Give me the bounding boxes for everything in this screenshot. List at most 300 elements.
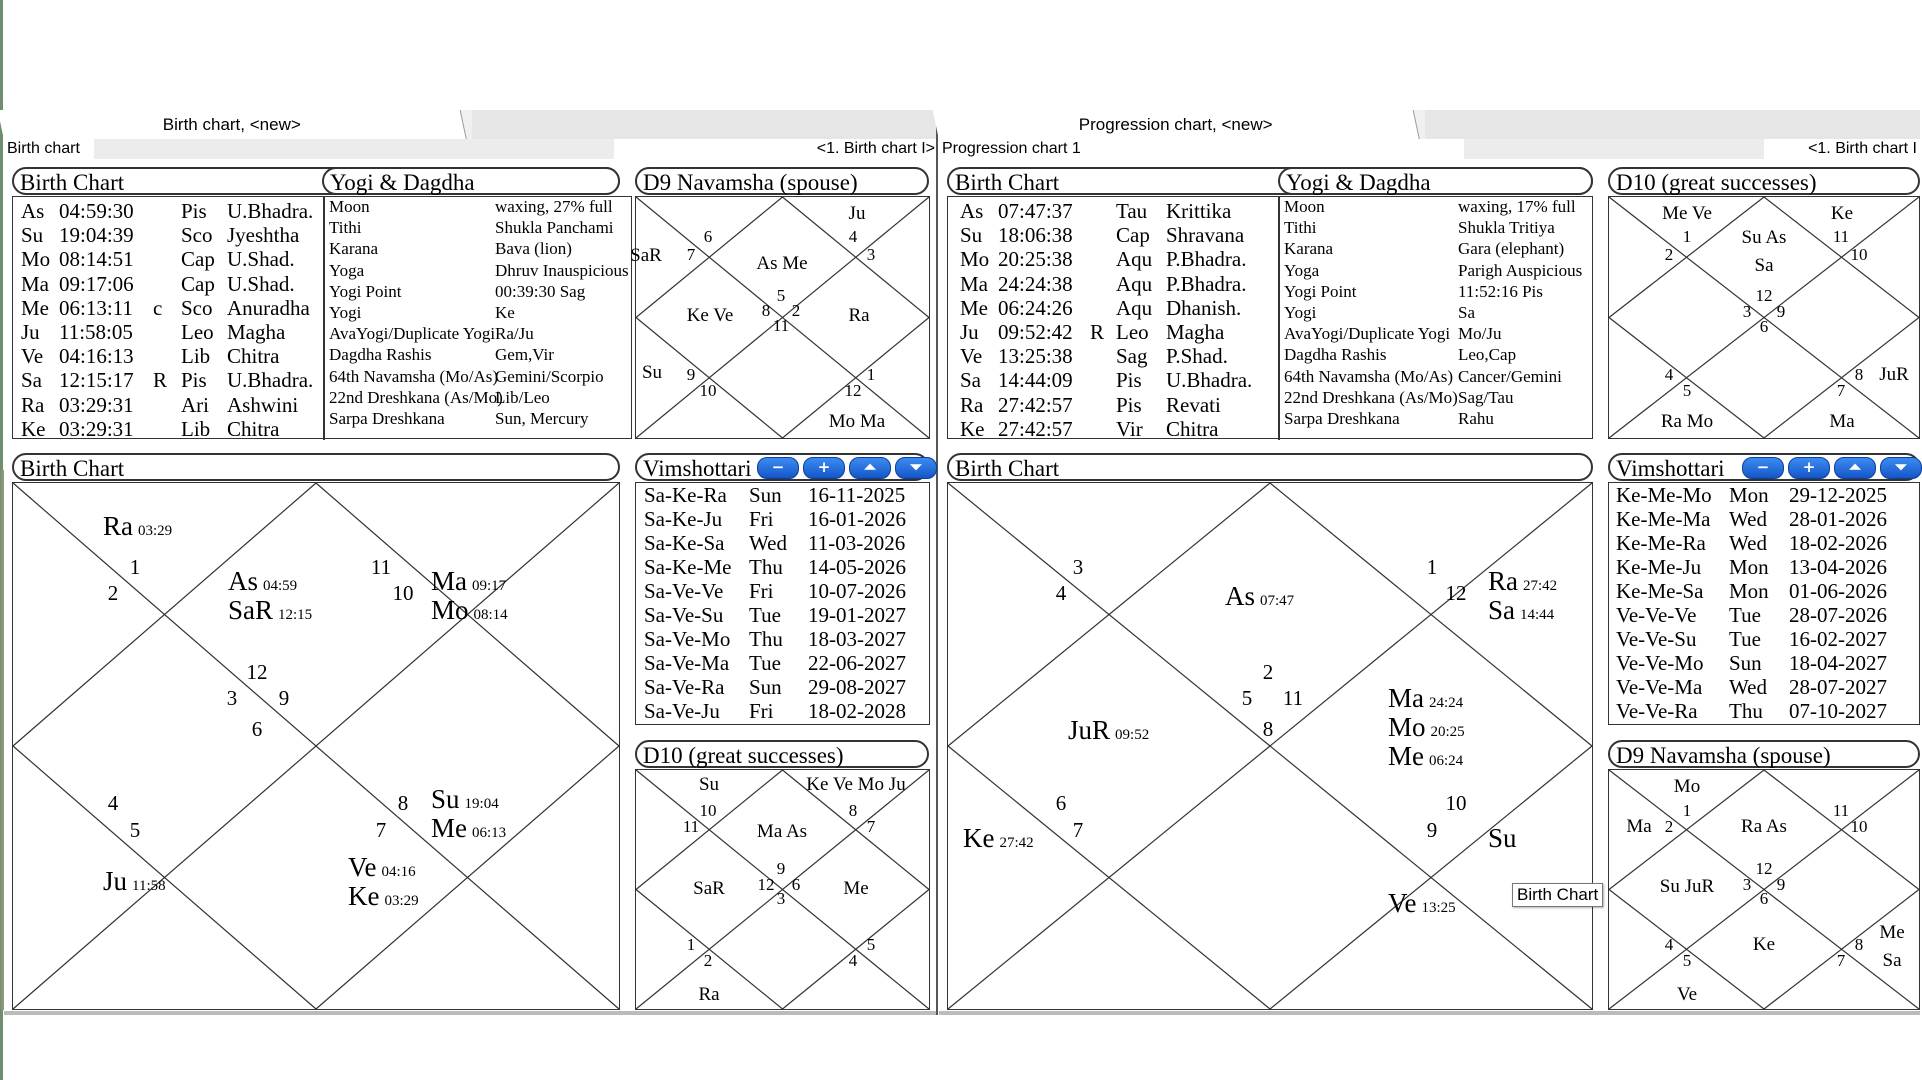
left-planet-table (12, 196, 632, 439)
yogi-value: 11:52:16 Pis (1458, 281, 1543, 301)
dasha-row[interactable] (636, 675, 946, 699)
chart-planet: Me (1879, 922, 1905, 943)
dasha-period: Sa-Ke-Me (644, 555, 732, 579)
yogi-value: 00:39:30 Sag (495, 281, 586, 301)
planet-name: As (21, 199, 45, 223)
left-d10-chart (635, 769, 930, 1010)
chart-planet[interactable]: Ve 04:16 (348, 852, 416, 882)
planet-sign: Vir (1116, 416, 1143, 441)
yogi-value: Gem,Vir (495, 345, 554, 365)
planet-name: Ve (960, 344, 983, 369)
dasha-period: Ve-Ve-Su (1616, 627, 1697, 651)
planet-row (13, 296, 323, 320)
planet-degree: 18:06:38 (998, 223, 1073, 248)
house-number: 12 (1755, 859, 1773, 878)
planet-nakshatra: P.Shad. (1166, 344, 1228, 369)
left-planet-table-header: Birth Chart (12, 167, 620, 195)
tabstrip-empty-right (1425, 110, 1920, 140)
yogi-key: Yogi Point (1284, 281, 1357, 301)
left-chart-selector[interactable]: <1. Birth chart I> (816, 140, 935, 157)
house-number: 1 (129, 555, 141, 579)
yogi-value: Gara (elephant) (1458, 239, 1565, 259)
right-main-chart-header: Birth Chart (947, 453, 1593, 481)
chart-planet: Me Ve (1662, 203, 1712, 224)
right-dasha-nav (1742, 457, 1922, 479)
house-number: 2 (1664, 245, 1674, 264)
left-tabstrip (4, 110, 938, 140)
planet-degree: 04:59:30 (59, 199, 134, 223)
dasha-row[interactable] (636, 627, 946, 651)
yogi-value: Sag/Tau (1458, 387, 1514, 407)
right-yogi-header: Yogi & Dagdha (1278, 167, 1593, 195)
planet-name: Su (21, 223, 44, 248)
dasha-date: 07-10-2027 (1789, 699, 1887, 723)
dasha-day: Mon (1729, 483, 1769, 507)
planet-sign: Aqu (1116, 295, 1153, 320)
planet-sign: Cap (1116, 223, 1150, 248)
planet-nakshatra: Jyeshtha (227, 223, 300, 248)
chart-planet: Sa (1754, 255, 1774, 276)
dasha-row[interactable] (1609, 483, 1919, 507)
planet-sign: Sag (1116, 344, 1148, 369)
right-d9-header: D9 Navamsha (spouse) (1608, 740, 1920, 768)
dasha-date: 16-02-2027 (1789, 627, 1887, 651)
dasha-row[interactable] (636, 555, 946, 579)
yogi-value: Rahu (1458, 409, 1494, 428)
planet-nakshatra: Magha (227, 320, 286, 344)
expand-button[interactable]: + (803, 457, 845, 479)
house-number: 12 (1755, 286, 1773, 305)
dasha-row[interactable] (1609, 579, 1919, 603)
chart-planet: Mo Ma (828, 411, 886, 432)
dasha-row[interactable] (636, 699, 946, 723)
yogi-key: Tithi (329, 218, 362, 238)
dasha-day: Mon (1729, 579, 1769, 603)
chart-planet: Ra Mo (1660, 411, 1714, 432)
planet-degree: 09:17:06 (59, 271, 134, 296)
dasha-row[interactable] (636, 603, 946, 627)
planet-degree: 24:24:38 (998, 271, 1073, 296)
planet-retro: c (153, 295, 163, 320)
planet-row (13, 393, 323, 417)
dasha-date: 28-07-2027 (1789, 675, 1887, 699)
yogi-value: waxing, 17% full (1458, 197, 1576, 216)
chart-planet[interactable]: Ra 27:42 (1488, 566, 1558, 596)
dasha-day: Wed (749, 531, 787, 555)
dasha-period: Sa-Ve-Ju (644, 699, 720, 723)
yogi-key: AvaYogi/Duplicate Yogi (329, 324, 496, 344)
house-number: 2 (1664, 817, 1674, 836)
dasha-row[interactable] (1609, 531, 1919, 555)
right-d9-svg (1609, 770, 1919, 1009)
yogi-key: Karana (329, 239, 379, 259)
chart-planet[interactable]: SaR 12:15 (228, 595, 313, 625)
yogi-row (1280, 388, 1600, 409)
yogi-row (325, 261, 645, 282)
house-number: 7 (375, 818, 387, 842)
planet-sign: Lib (181, 416, 211, 441)
dasha-row[interactable] (636, 507, 946, 531)
yogi-key: Moon (1284, 197, 1325, 216)
planet-row (948, 247, 1278, 271)
right-d9-chart (1608, 769, 1920, 1010)
chart-planet: Ve (1676, 984, 1698, 1005)
house-number: 8 (1854, 365, 1864, 384)
dasha-day: Mon (1729, 555, 1769, 579)
planet-name: As (960, 199, 984, 223)
dasha-date: 13-04-2026 (1789, 555, 1887, 579)
yogi-key: Tithi (1284, 218, 1317, 238)
house-number: 7 (1836, 381, 1846, 400)
planet-nakshatra: Shravana (1166, 223, 1245, 248)
planet-nakshatra: Chitra (1166, 416, 1219, 441)
chart-planet[interactable]: Ke 27:42 (963, 823, 1034, 853)
planet-name: Ra (960, 392, 984, 417)
planet-degree: 06:24:26 (998, 295, 1073, 320)
right-planet-table-header: Birth Chart (947, 167, 1593, 195)
house-number: 10 (1850, 245, 1868, 264)
dasha-period: Ke-Me-Sa (1616, 579, 1704, 603)
planet-name: Ju (960, 320, 979, 344)
planet-row (948, 296, 1278, 320)
right-main-svg (948, 483, 1592, 1009)
yogi-row (1280, 261, 1600, 282)
dasha-day: Tue (749, 651, 781, 675)
scroll-down-button[interactable]: ⏷ (895, 457, 937, 479)
chart-planet: Su (641, 362, 663, 383)
tab-birth-chart[interactable]: Birth chart, <new> (0, 110, 467, 140)
left-bottom-edge (4, 1011, 936, 1015)
dasha-date: 11-03-2026 (808, 531, 906, 555)
house-number: 9 (1426, 818, 1438, 842)
chart-planet[interactable]: Ke 03:29 (348, 881, 419, 911)
chart-planet[interactable]: As 04:59 (228, 566, 298, 596)
chart-planet[interactable]: Sa 14:44 (1488, 595, 1555, 625)
dasha-period: Ve-Ve-Mo (1616, 651, 1704, 675)
dasha-row[interactable] (636, 651, 946, 675)
right-subbar-title: Progression chart 1 (942, 140, 1081, 157)
dasha-date: 18-03-2027 (808, 627, 906, 651)
right-main-chart (947, 482, 1593, 1010)
planet-degree: 04:16:13 (59, 344, 134, 369)
planet-nakshatra: Chitra (227, 344, 280, 369)
planet-sign: Sco (181, 295, 213, 320)
house-number: 5 (1241, 686, 1253, 710)
yogi-row (325, 239, 645, 260)
house-number: 11 (682, 817, 700, 836)
planet-nakshatra: U.Shad. (227, 271, 295, 296)
yogi-row (325, 282, 645, 303)
planet-row (13, 199, 323, 223)
left-d9-svg (630, 197, 929, 438)
dasha-period: Ve-Ve-Ra (1616, 699, 1698, 723)
house-number: 11 (772, 316, 790, 335)
dasha-day: Wed (1729, 507, 1767, 531)
yogi-key: Yogi (1284, 303, 1317, 322)
dasha-day: Sun (1729, 651, 1762, 675)
planet-sign: Aqu (1116, 247, 1153, 272)
planet-nakshatra: Revati (1166, 392, 1221, 417)
house-number: 8 (1262, 717, 1274, 741)
chart-planet[interactable]: Ma 24:24 (1388, 683, 1464, 713)
chart-tooltip: Birth Chart (1512, 883, 1603, 907)
house-number: 9 (686, 365, 696, 384)
chart-planet: Ma (1626, 816, 1652, 837)
expand-button[interactable]: + (1788, 457, 1830, 479)
dasha-period: Ke-Me-Ju (1616, 555, 1702, 579)
planet-name: Me (960, 295, 988, 320)
planet-row (948, 199, 1278, 223)
yogi-row (1280, 197, 1600, 218)
house-number: 4 (848, 951, 858, 970)
dasha-day: Wed (1729, 531, 1767, 555)
planet-sign: Tau (1116, 199, 1148, 223)
yogi-row (325, 409, 645, 430)
planet-retro: R (1090, 320, 1105, 344)
left-main-chart (12, 482, 620, 1010)
house-number: 3 (1072, 555, 1084, 579)
planet-row (948, 393, 1278, 417)
house-number: 6 (1055, 791, 1067, 815)
chart-planet[interactable]: Mo 20:25 (1388, 712, 1465, 742)
dasha-row[interactable] (1609, 675, 1919, 699)
house-number: 2 (791, 301, 801, 320)
left-d9-chart (630, 196, 930, 439)
chart-planet: Ke Ve (686, 305, 734, 326)
planet-degree: 03:29:31 (59, 392, 134, 417)
scroll-up-button[interactable]: ⏶ (1834, 457, 1876, 479)
dasha-date: 18-04-2027 (1789, 651, 1887, 675)
yogi-key: Yogi Point (329, 281, 402, 301)
chart-planet: Ke (1830, 203, 1854, 224)
collapse-button[interactable]: − (1742, 457, 1784, 479)
right-dasha-header: Vimshottari (1608, 453, 1920, 481)
dasha-date: 19-01-2027 (808, 603, 906, 627)
dasha-date: 29-12-2025 (1789, 483, 1887, 507)
planet-name: Sa (21, 368, 42, 393)
chart-planet[interactable]: Mo 08:14 (431, 595, 508, 625)
yogi-key: 64th Navamsha (Mo/As) (329, 366, 499, 386)
house-number: 11 (1832, 227, 1850, 246)
chart-planet: Ma As (756, 821, 808, 842)
house-number: 12 (1445, 581, 1467, 605)
planet-name: Su (960, 223, 983, 248)
dasha-day: Sun (749, 483, 782, 507)
chart-planet: Sa (1882, 950, 1902, 971)
house-number: 6 (703, 227, 713, 246)
chart-planet[interactable]: As 07:47 (1225, 581, 1295, 611)
yogi-value: Ra/Ju (495, 324, 534, 344)
yogi-value: Cancer/Gemini (1458, 366, 1562, 386)
planet-degree: 19:04:39 (59, 223, 134, 248)
tab-progression-chart[interactable]: Progression chart, <new> (933, 110, 1420, 140)
dasha-date: 01-06-2026 (1789, 579, 1887, 603)
yogi-row (1280, 239, 1600, 260)
planet-degree: 14:44:09 (998, 368, 1073, 393)
planet-degree: 08:14:51 (59, 247, 134, 272)
dasha-date: 29-08-2027 (808, 675, 906, 699)
dasha-row[interactable] (1609, 627, 1919, 651)
chart-planet: JuR (1879, 364, 1909, 385)
planet-sign: Pis (1116, 392, 1142, 417)
house-number: 8 (397, 791, 409, 815)
planet-row (13, 320, 323, 344)
dasha-date: 16-11-2025 (808, 483, 906, 507)
house-number: 1 (1426, 555, 1438, 579)
left-dasha-table (635, 482, 930, 725)
dasha-day: Thu (749, 627, 783, 651)
dasha-row[interactable] (1609, 507, 1919, 531)
planet-sign: Lib (181, 344, 211, 369)
planet-name: Ke (21, 416, 46, 441)
scroll-up-button[interactable]: ⏶ (849, 457, 891, 479)
planet-name: Ke (960, 416, 985, 441)
dasha-day: Sun (749, 675, 782, 699)
yogi-key: Sarpa Dreshkana (329, 409, 445, 428)
chart-planet: SaR (693, 878, 725, 899)
collapse-button[interactable]: − (757, 457, 799, 479)
chart-planet[interactable]: JuR 09:52 (1068, 715, 1150, 745)
yogi-row (1280, 218, 1600, 239)
left-dasha-header: Vimshottari (635, 453, 929, 481)
planet-row (13, 417, 323, 441)
right-chart-selector[interactable]: <1. Birth chart I (1808, 140, 1917, 157)
planet-degree: 12:15:17 (59, 368, 134, 393)
dasha-row[interactable] (1609, 603, 1919, 627)
yogi-row (1280, 303, 1600, 324)
yogi-key: Dagdha Rashis (329, 345, 432, 365)
dasha-row[interactable] (1609, 699, 1919, 723)
house-number: 4 (1664, 365, 1674, 384)
scroll-down-button[interactable]: ⏷ (1880, 457, 1922, 479)
dasha-day: Fri (749, 507, 774, 531)
house-number: 3 (866, 245, 876, 264)
dasha-day: Tue (1729, 603, 1761, 627)
yogi-key: 64th Navamsha (Mo/As) (1284, 366, 1454, 386)
house-number: 6 (1759, 317, 1769, 336)
yogi-key: Karana (1284, 239, 1334, 259)
house-number: 5 (866, 935, 876, 954)
house-number: 10 (392, 581, 414, 605)
house-number: 10 (699, 801, 717, 820)
chart-planet: Su JuR (1659, 876, 1715, 897)
planet-name: Me (21, 295, 49, 320)
chart-planet[interactable]: Ma 09:17 (431, 566, 507, 596)
dasha-period: Sa-Ve-Ma (644, 651, 730, 675)
dasha-date: 22-06-2027 (808, 651, 906, 675)
house-number: 8 (1854, 935, 1864, 954)
planet-name: Ra (21, 392, 45, 417)
chart-planet[interactable]: Ju 11:58 (103, 866, 166, 896)
planet-sign: Leo (1116, 320, 1149, 344)
planet-name: Sa (960, 368, 981, 393)
dasha-date: 18-02-2028 (808, 699, 906, 723)
dasha-date: 10-07-2026 (808, 579, 906, 603)
planet-nakshatra: Dhanish. (1166, 295, 1242, 320)
house-number: 6 (791, 875, 801, 894)
house-number: 2 (1262, 660, 1274, 684)
planet-sign: Aqu (1116, 271, 1153, 296)
house-number: 9 (776, 859, 786, 878)
yogi-row (1280, 324, 1600, 345)
planet-nakshatra: U.Bhadra. (1166, 368, 1253, 393)
chart-planet[interactable]: Su (1488, 823, 1517, 853)
chart-planet: Su As (1741, 227, 1787, 248)
dasha-row[interactable] (1609, 555, 1919, 579)
yogi-row (325, 388, 645, 409)
house-number: 11 (370, 555, 392, 579)
dasha-day: Wed (1729, 675, 1767, 699)
chart-planet[interactable]: Su 19:04 (431, 784, 499, 814)
chart-planet[interactable]: Ve 13:25 (1388, 888, 1456, 918)
yogi-key: 22nd Dreshkana (As/Mo) (329, 387, 503, 407)
planet-degree: 06:13:11 (59, 295, 133, 320)
house-number: 4 (107, 791, 119, 815)
yogi-value: Ke (495, 303, 515, 322)
dasha-period: Sa-Ke-Ra (644, 483, 727, 507)
chart-planet[interactable]: Me 06:13 (431, 813, 507, 843)
planet-row (13, 344, 323, 368)
house-number: 5 (129, 818, 141, 842)
house-number: 2 (703, 951, 713, 970)
house-number: 9 (1776, 302, 1786, 321)
yogi-row (1280, 409, 1600, 430)
planet-row (948, 344, 1278, 368)
right-d10-header: D10 (great successes) (1608, 167, 1920, 195)
left-d9-header: D9 Navamsha (spouse) (635, 167, 929, 195)
planet-sign: Pis (181, 199, 207, 223)
yogi-key: 22nd Dreshkana (As/Mo) (1284, 387, 1458, 407)
dasha-row[interactable] (1609, 651, 1919, 675)
house-number: 10 (1850, 817, 1868, 836)
dasha-date: 28-07-2026 (1789, 603, 1887, 627)
yogi-row (325, 303, 645, 324)
yogi-value: Shukla Tritiya (1458, 218, 1555, 238)
planet-row (948, 272, 1278, 296)
chart-planet[interactable]: Me 06:24 (1388, 741, 1464, 771)
dasha-row[interactable] (636, 579, 946, 603)
chart-planet: Su (698, 774, 720, 795)
right-bottom-edge (939, 1011, 1920, 1015)
house-number: 3 (226, 686, 238, 710)
dasha-day: Thu (1729, 699, 1763, 723)
planet-name: Ju (21, 320, 40, 344)
left-subbar-title: Birth chart (7, 140, 80, 157)
house-number: 1 (1682, 227, 1692, 246)
house-number: 12 (246, 660, 268, 684)
dasha-period: Ke-Me-Ra (1616, 531, 1706, 555)
house-number: 1 (686, 935, 696, 954)
house-number: 10 (1445, 791, 1467, 815)
yogi-row (1280, 282, 1600, 303)
chart-planet: Me (843, 878, 869, 899)
yogi-value: waxing, 27% full (495, 197, 613, 216)
planet-row (13, 272, 323, 296)
yogi-value: Parigh Auspicious (1458, 260, 1583, 280)
chart-planet: Ke (1752, 934, 1776, 955)
planet-sign: Sco (181, 223, 213, 248)
yogi-value: Gemini/Scorpio (495, 366, 604, 386)
dasha-row[interactable] (636, 531, 946, 555)
dasha-day: Tue (1729, 627, 1761, 651)
right-planet-table (947, 196, 1593, 439)
dasha-row[interactable] (636, 483, 946, 507)
yogi-value: Mo/Ju (1458, 324, 1502, 344)
left-yogi-header: Yogi & Dagdha (322, 167, 620, 195)
chart-planet: Mo (1673, 776, 1701, 797)
chart-planet[interactable]: Ra 03:29 (103, 511, 173, 541)
house-number: 9 (278, 686, 290, 710)
